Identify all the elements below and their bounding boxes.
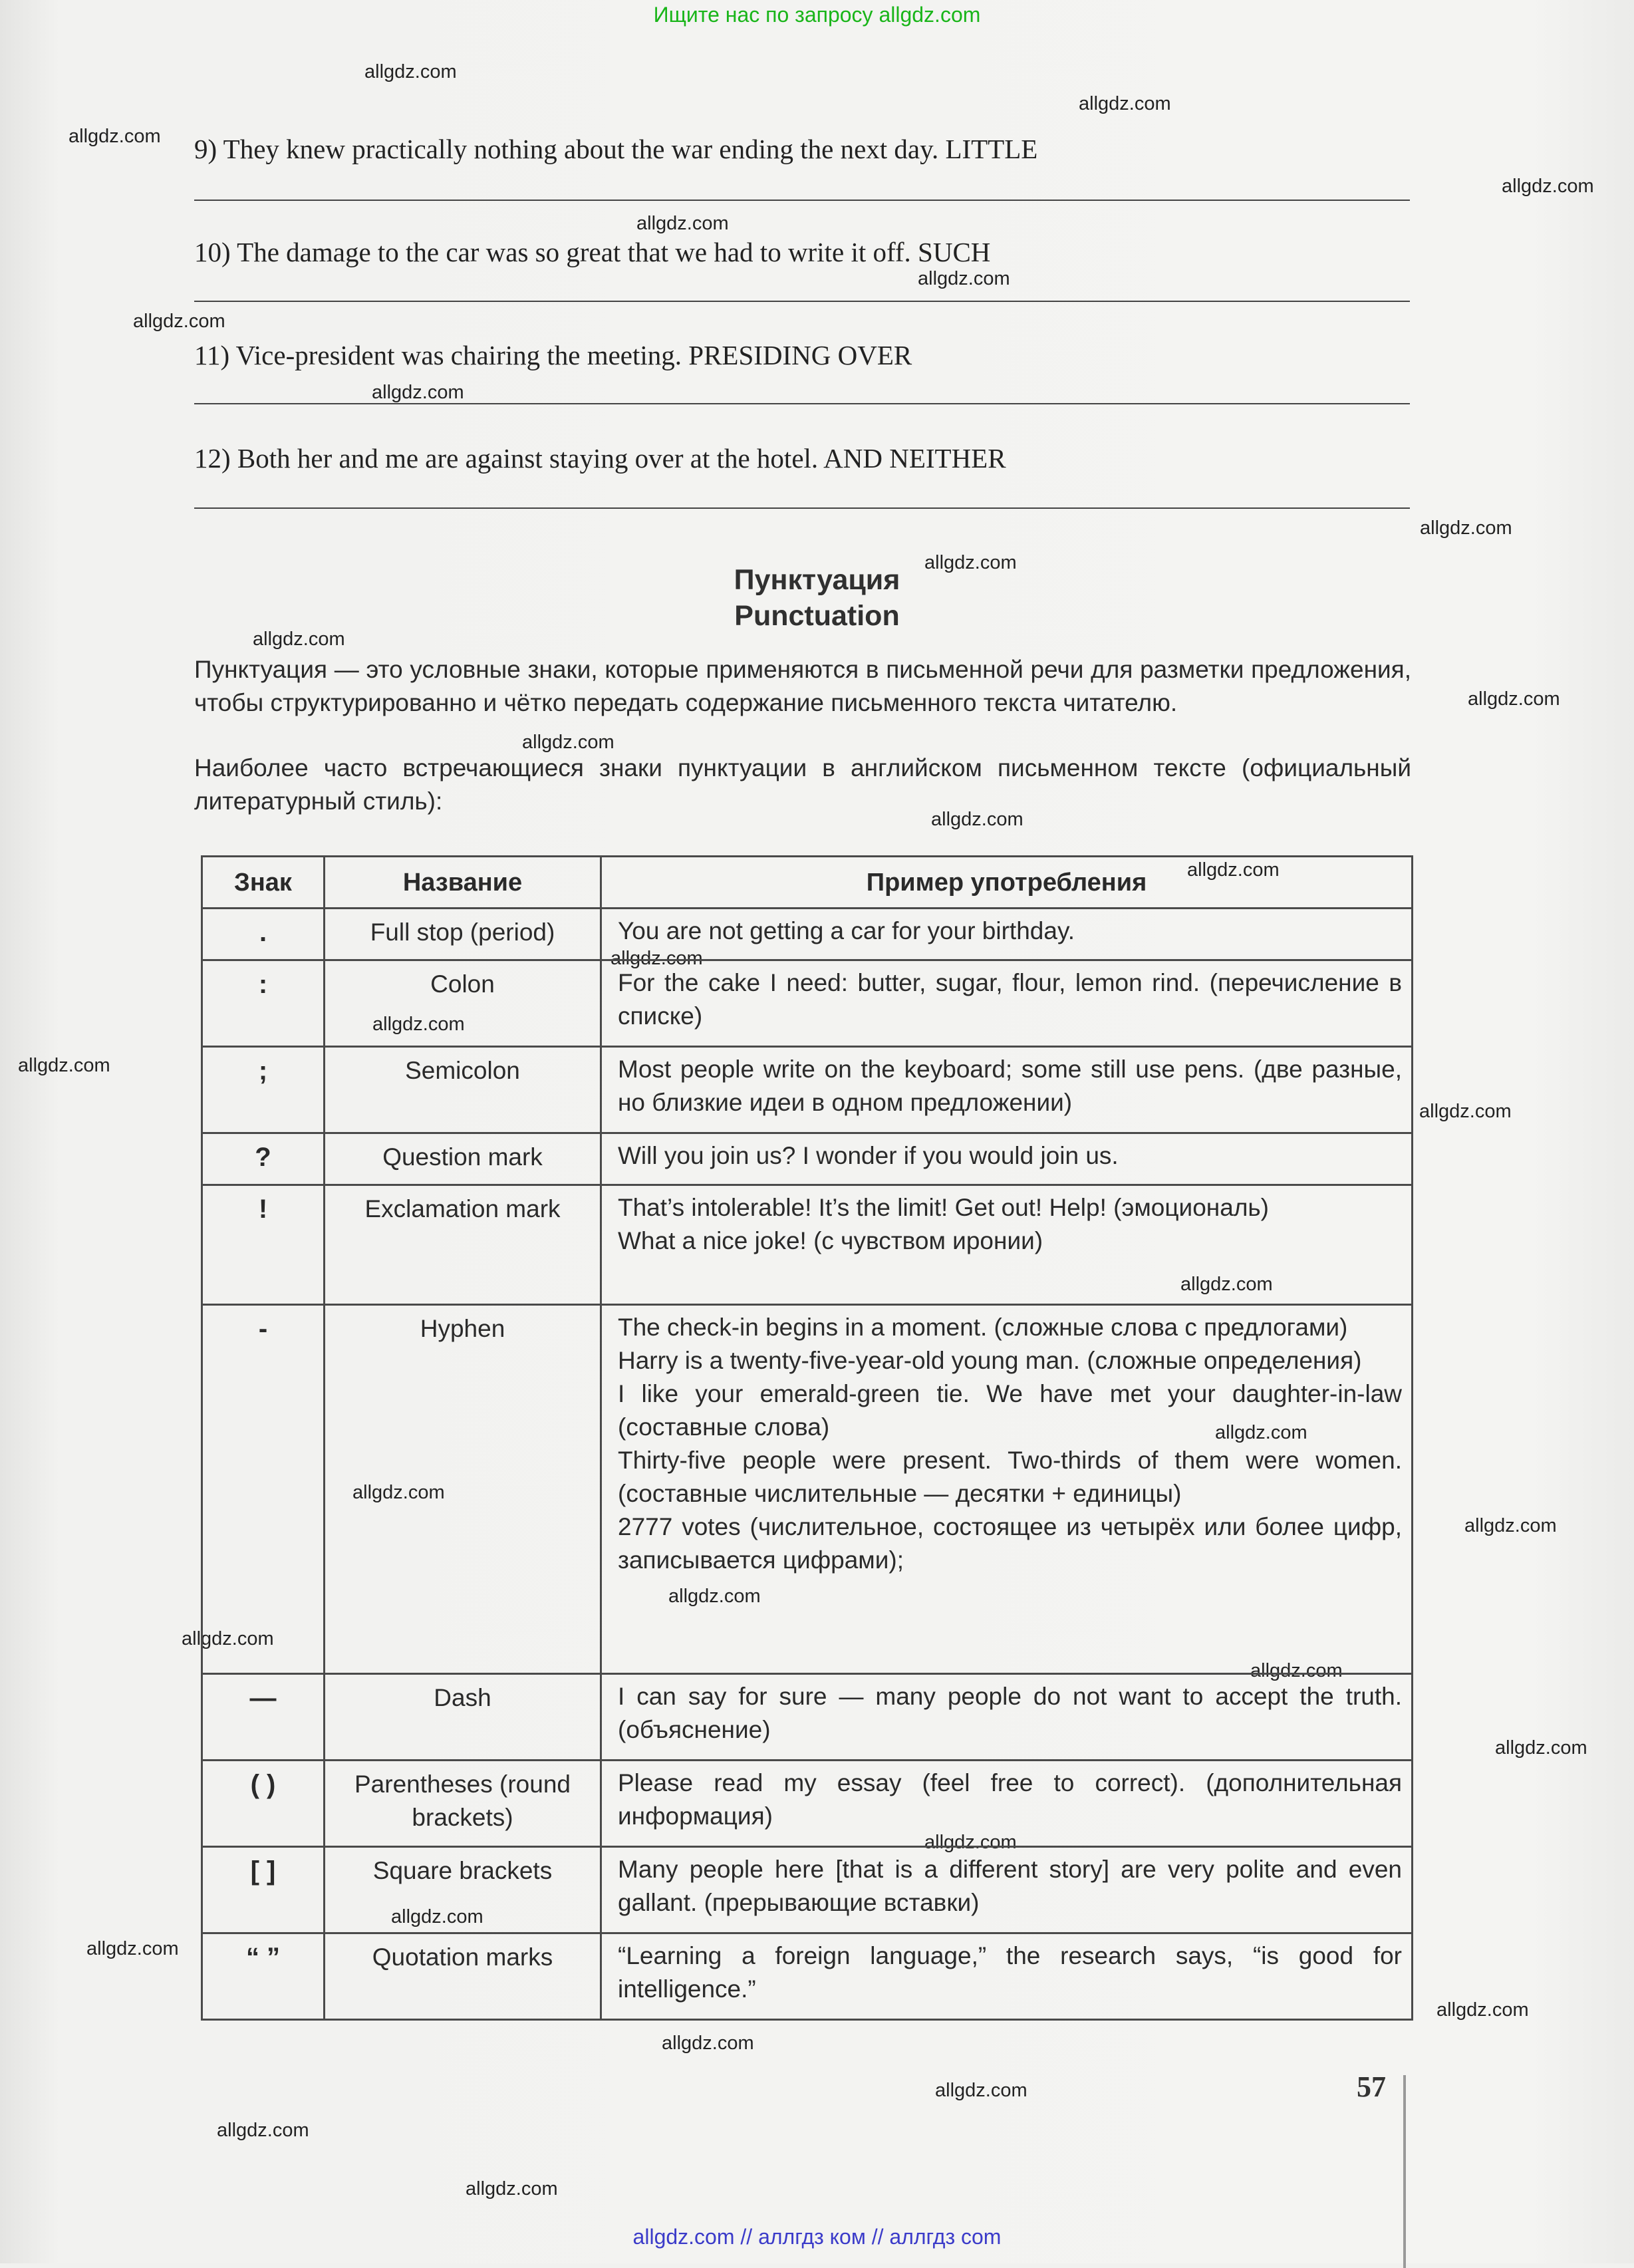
example-text: For the cake I need: butter, sugar, flour, lemon rind. (перечисление в списке) [618,969,1402,1030]
sign-cell: : [202,960,325,1047]
sign-cell: — [202,1674,325,1761]
header-sign: Знак [202,857,325,909]
header-example: Пример употребления [601,857,1413,909]
sign-cell: ( ) [202,1761,325,1847]
answer-line[interactable] [194,200,1410,201]
watermark: allgdz.com [217,2120,309,2141]
sign-cell: - [202,1305,325,1674]
example-cell [601,1133,1413,1185]
watermark-top[interactable]: Ищите нас по запросу allgdz.com [653,3,981,27]
watermark: allgdz.com [924,552,1017,573]
example-text: Thirty-five people were present. Two-thirds of them were women. (составные числительные — десятки + единицы) [618,1447,1402,1507]
table-row [202,1133,1413,1185]
page-number: 57 [1357,2070,1386,2103]
watermark: allgdz.com [1468,688,1560,710]
watermark-bottom[interactable]: allgdz.com // аллгдз ком // аллгдз com [632,2225,1002,2249]
table-row [202,1933,1413,2020]
name-cell: Parentheses (round brackets) [325,1761,601,1847]
example-cell [601,1185,1413,1305]
example-text: I like your emerald-green tie. We have met your daughter-in-law (составные слова) [618,1380,1402,1441]
watermark: allgdz.com [1502,176,1594,197]
watermark: allgdz.com [352,1482,445,1503]
example-text: Will you join us? I wonder if you would join us. [618,1142,1119,1169]
watermark: allgdz.com [372,1014,465,1035]
exercise-10: 10) The damage to the car was so great that we had to write it off. SUCH [194,237,991,267]
watermark: allgdz.com [1419,1101,1512,1122]
answer-line[interactable] [194,403,1410,404]
example-cell [601,1674,1413,1761]
sign-cell: ! [202,1185,325,1305]
table-row [202,1047,1413,1133]
name-cell: Colon [325,960,601,1047]
watermark: allgdz.com [1495,1737,1587,1759]
table-row [202,1185,1413,1305]
example-cell [601,1847,1413,1933]
name-cell: Exclamation mark [325,1185,601,1305]
example-text: “Learning a foreign language,” the research says, “is good for intelligence.” [618,1942,1402,2003]
example-text: What a nice joke! (с чувством иронии) [618,1227,1043,1254]
sign-cell: ? [202,1133,325,1185]
exercise-11: 11) Vice-president was chairing the meeting. PRESIDING OVER [194,340,912,370]
watermark: allgdz.com [86,1938,179,1959]
name-cell: Full stop (period) [325,909,601,960]
name-cell: Question mark [325,1133,601,1185]
watermark: allgdz.com [611,948,703,969]
watermark: allgdz.com [935,2080,1027,2101]
watermark: allgdz.com [253,629,345,650]
example-text: I can say for sure — many people do not want to accept the truth. (объяснение) [618,1683,1402,1743]
name-cell: Semicolon [325,1047,601,1133]
section-title-ru: Пунктуация [734,564,900,596]
watermark: allgdz.com [364,61,457,82]
example-text: Harry is a twenty-five-year-old young man. (сложные определения) [618,1347,1362,1374]
watermark: allgdz.com [133,311,225,332]
sign-cell: . [202,909,325,960]
example-text: Please read my essay (feel free to correct). (дополнительная информация) [618,1769,1402,1830]
watermark: allgdz.com [1187,859,1280,881]
exercise-9: 9) They knew practically nothing about the war ending the next day. LITTLE [194,134,1038,164]
watermark: allgdz.com [466,2178,558,2199]
watermark: allgdz.com [1215,1422,1307,1443]
watermark: allgdz.com [918,268,1010,289]
answer-line[interactable] [194,507,1410,509]
exercise-12: 12) Both her and me are against staying over at the hotel. AND NEITHER [194,443,1006,474]
watermark: allgdz.com [1436,1999,1529,2021]
watermark: allgdz.com [636,213,729,234]
example-text: 2777 votes (числительное, состоящее из четырёх или более цифр, записывается цифрами); [618,1513,1402,1574]
sign-cell: “ ” [202,1933,325,2020]
watermark: allgdz.com [18,1055,110,1076]
answer-line[interactable] [194,301,1410,302]
example-cell [601,1761,1413,1847]
example-cell [601,1305,1413,1674]
watermark: allgdz.com [924,1832,1017,1853]
example-text: Most people write on the keyboard; some still use pens. (две разные, но близкие идеи в одном предложении) [618,1056,1402,1116]
example-cell [601,1933,1413,2020]
watermark: allgdz.com [1180,1274,1273,1295]
example-text: The check-in begins in a moment. (сложные слова с предлогами) [618,1314,1348,1341]
intro-paragraph: Пунктуация — это условные знаки, которые применяются в письменной речи для разметки предложения, чтобы структурированно и чётко передать содержание письменного текста читателю. [194,656,1411,716]
watermark: allgdz.com [182,1628,274,1649]
section-title-en: Punctuation [734,600,900,632]
example-cell [601,909,1413,960]
example-text: That’s intolerable! It’s the limit! Get out! Help! (эмоциональ) [618,1194,1270,1221]
watermark: allgdz.com [1250,1660,1343,1681]
table-row [202,1761,1413,1847]
watermark: allgdz.com [1079,93,1171,114]
example-text: Many people here [that is a different story] are very polite and even gallant. (прерывающие вставки) [618,1856,1402,1916]
intro-paragraph-2: Наиболее часто встречающиеся знаки пунктуации в английском письменном тексте (официальный литературный стиль): [194,754,1411,815]
punctuation-table [201,855,1413,2021]
example-cell [601,960,1413,1047]
example-cell [601,1047,1413,1133]
watermark: allgdz.com [1420,517,1512,539]
watermark: allgdz.com [522,732,614,753]
table-row [202,960,1413,1047]
watermark: allgdz.com [1464,1515,1557,1536]
watermark: allgdz.com [668,1586,761,1607]
table-row [202,1305,1413,1674]
watermark: allgdz.com [372,382,464,403]
watermark: allgdz.com [931,809,1023,830]
name-cell: Hyphen [325,1305,601,1674]
table-row [202,1674,1413,1761]
table-row [202,909,1413,960]
example-text: You are not getting a car for your birthday. [618,917,1075,944]
name-cell: Dash [325,1674,601,1761]
header-name: Название [325,857,601,909]
watermark: allgdz.com [391,1906,483,1927]
name-cell: Quotation marks [325,1933,601,2020]
watermark: allgdz.com [68,126,161,147]
name-cell: Square brackets [325,1847,601,1933]
watermark: allgdz.com [662,2033,754,2054]
sign-cell: [ ] [202,1847,325,1933]
table-row [202,1847,1413,1933]
sign-cell: ; [202,1047,325,1133]
